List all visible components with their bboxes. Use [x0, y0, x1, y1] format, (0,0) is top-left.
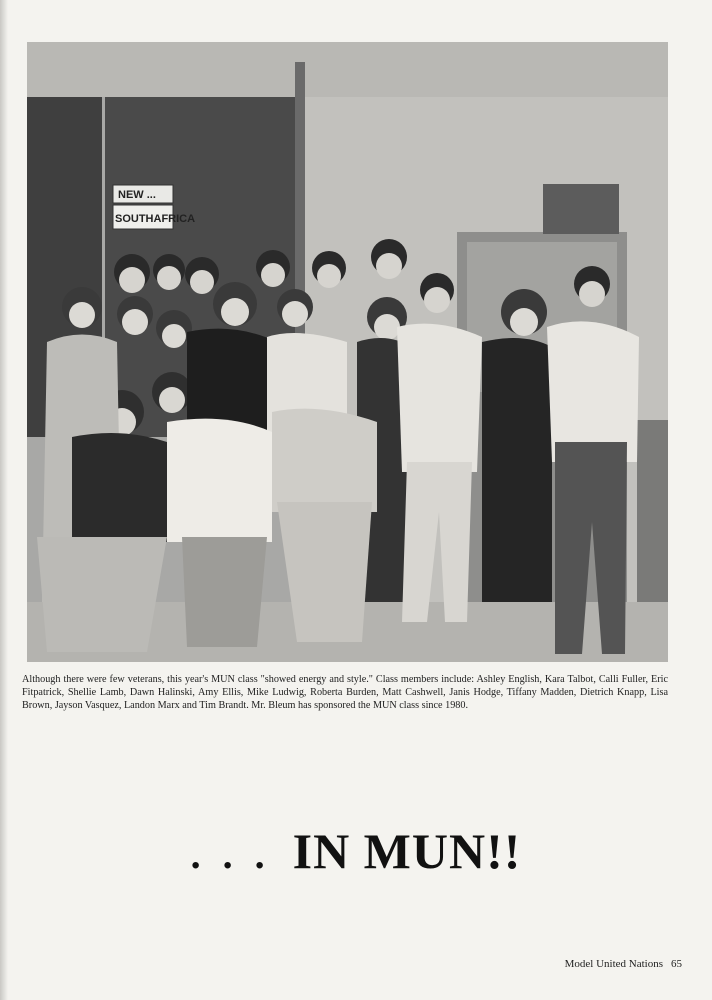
group-photo	[27, 42, 668, 662]
headline-text: IN MUN!!	[292, 823, 522, 879]
page-footer	[565, 958, 682, 970]
photo-caption: Although there were few veterans, this year's MUN class "showed energy and style." Class members include: Ashley English, Kara Talbot, Calli Fuller, Eric Fitpatrick, Shellie Lamb, Dawn Halinski, Amy Ellis, Mike Ludwig, Roberta Burden, Matt Cashwell, Janis Hodge, Tiffany Madden, Dietrich Knapp, Lisa Brown, Jayson Vasquez, Landon Marx and Tim Brandt. Mr. Bleum has sponsored the MUN class since 1980.	[22, 674, 668, 711]
footer-section-title: Model United Nations	[564, 958, 663, 970]
headline-ellipsis: . . .	[190, 832, 271, 877]
sign-line1: NEW ...	[118, 189, 156, 201]
page-number: 65	[671, 958, 682, 970]
sign-line2: SOUTHAFRICA	[115, 213, 196, 225]
group-photo-icon	[27, 42, 668, 662]
page-headline	[0, 822, 712, 880]
